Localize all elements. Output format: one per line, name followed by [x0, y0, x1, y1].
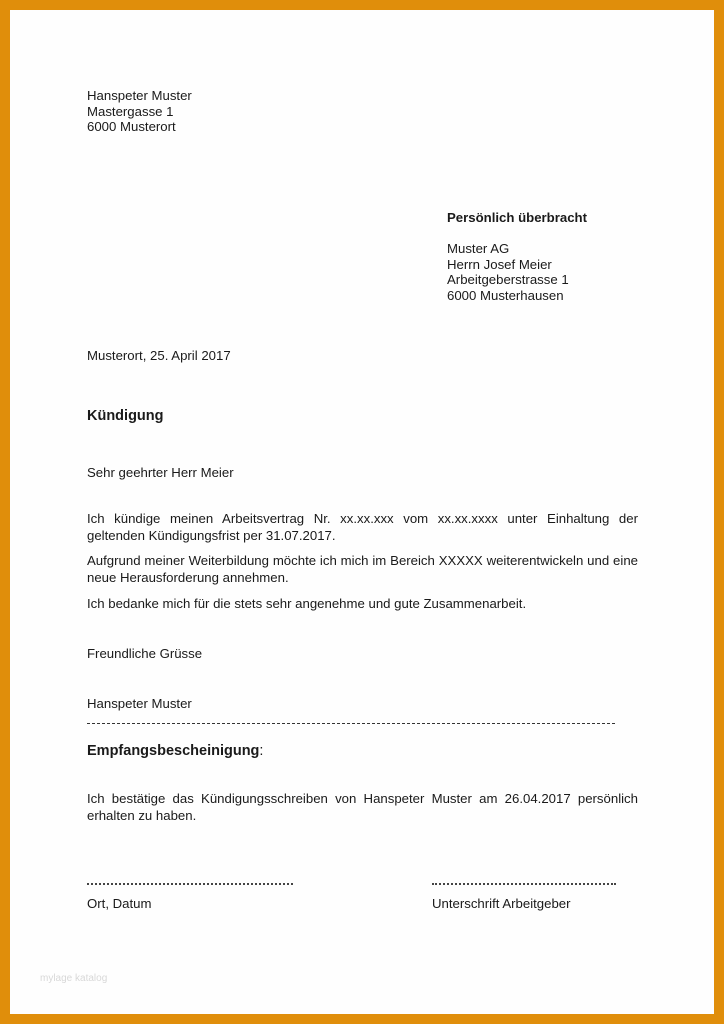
- employer-signature-label: Unterschrift Arbeitgeber: [432, 896, 571, 911]
- sender-city: 6000 Musterort: [87, 119, 176, 134]
- recipient-street: Arbeitgeberstrasse 1: [447, 272, 569, 287]
- receipt-title: [87, 743, 263, 760]
- body-paragraph: Ich bedanke mich für die stets sehr angenehme und gute Zusammenarbeit.: [87, 596, 527, 611]
- recipient-person: Herrn Josef Meier: [447, 256, 552, 272]
- sender-address: [87, 88, 192, 135]
- watermark-text: mylage katalog: [40, 973, 108, 984]
- closing: Freundliche Grüsse: [87, 646, 203, 661]
- body-paragraph: Ich kündige meinen Arbeitsvertrag Nr. xx.xx.xxx vom xx.xx.xxxx unter Einhaltung der geltenden Kündigungsfrist per 31.07.2017.: [87, 511, 638, 543]
- signature-name: Hanspeter Muster: [87, 696, 192, 711]
- receipt-title-text: Empfangsbescheinigung: [87, 743, 260, 759]
- date-signature-line: [87, 883, 293, 885]
- salutation: Sehr geehrter Herr Meier: [87, 465, 234, 480]
- letter-page: [10, 10, 714, 1014]
- body-paragraph: Aufgrund meiner Weiterbildung möchte ich mich im Bereich XXXXX weiterentwickeln und eine neue Herausforderung annehmen.: [87, 553, 638, 585]
- cut-line: [87, 723, 615, 724]
- receipt-title-suffix: :: [259, 743, 264, 759]
- recipient-city: 6000 Musterhausen: [447, 287, 564, 303]
- delivery-note: Persönlich überbracht: [447, 210, 587, 225]
- receipt-text: Ich bestätige das Kündigungsschreiben von Hanspeter Muster am 26.04.2017 persönlich erhalten zu haben.: [87, 791, 638, 823]
- recipient-address: [447, 241, 569, 303]
- employer-signature-line: [432, 883, 616, 885]
- sender-street: Mastergasse 1: [87, 103, 174, 119]
- letter-subject: Kündigung: [87, 408, 164, 424]
- place-date: Musterort, 25. April 2017: [87, 348, 231, 363]
- date-label: Ort, Datum: [87, 896, 152, 911]
- recipient-company: Muster AG: [447, 241, 510, 256]
- sender-name: Hanspeter Muster: [87, 88, 192, 103]
